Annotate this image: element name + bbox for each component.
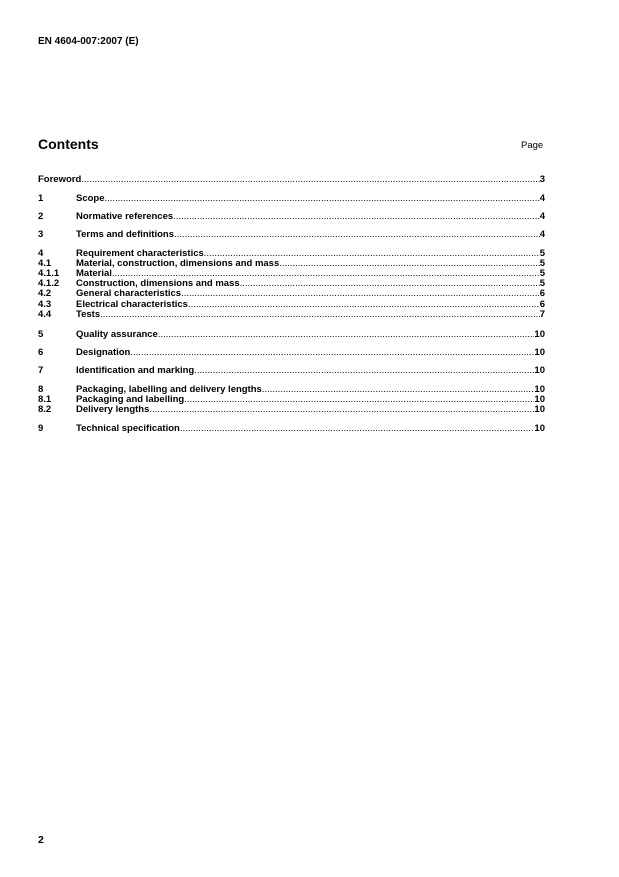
toc-number: 7 [38,365,44,376]
toc-title: Construction, dimensions and mass [76,278,240,289]
toc-page: 5 [539,248,545,259]
toc-title: Normative references [76,211,174,222]
toc-entry-4-2[interactable] [38,288,545,299]
toc-page: 10 [534,329,545,340]
toc-title: Material [76,268,112,279]
toc-entry-quality-assurance[interactable] [38,329,545,340]
toc-number: 1 [38,193,44,204]
toc-title: Packaging, labelling and delivery lengths [76,384,262,395]
toc-page: 7 [539,309,545,320]
page-column-label: Page [521,140,544,151]
toc-page: 5 [539,258,545,269]
toc-title: Packaging and labelling [76,394,185,405]
toc-leader-dots [81,174,539,185]
toc-page: 4 [539,229,545,240]
toc-number: 4.1.2 [38,278,60,289]
toc-entry-4-4[interactable] [38,309,545,320]
toc-number: 4.1 [38,258,52,269]
toc-leader-dots [100,309,540,320]
toc-title: Scope [76,193,105,204]
toc-number: 6 [38,347,44,358]
toc-title: Material, construction, dimensions and mass [76,258,280,269]
toc-title: Identification and marking [76,365,195,376]
toc-leader-dots [194,365,534,376]
toc-number: 4.1.1 [38,268,60,279]
toc-page: 4 [539,211,545,222]
toc-page: 5 [539,268,545,279]
toc-leader-dots [173,211,540,222]
toc-leader-dots [130,347,534,358]
toc-title: Designation [76,347,131,358]
toc-leader-dots [181,288,540,299]
toc-title: Electrical characteristics [76,299,188,310]
toc-number: 8.1 [38,394,52,405]
toc-page: 10 [534,384,545,395]
toc-number: 4.4 [38,309,52,320]
toc-title: Foreword [38,174,82,185]
toc-title: Requirement characteristics [76,248,204,259]
toc-page: 10 [534,394,545,405]
toc-leader-dots [174,229,540,240]
page-number: 2 [38,834,44,846]
toc-title: Technical specification [76,423,180,434]
toc-page: 4 [539,193,545,204]
toc-number: 4.3 [38,299,52,310]
toc-number: 8 [38,384,44,395]
toc-entry-identification-and-marking[interactable] [38,365,545,376]
document-header: EN 4604-007:2007 (E) [38,36,139,47]
toc-number: 8.2 [38,404,52,415]
toc-page: 10 [534,423,545,434]
toc-number: 3 [38,229,44,240]
toc-page: 5 [539,278,545,289]
toc-entry-normative-references[interactable] [38,211,545,222]
contents-title: Contents [38,136,99,152]
toc-leader-dots [105,193,540,204]
toc-title: Quality assurance [76,329,158,340]
toc-page: 6 [539,299,545,310]
toc-page: 6 [539,288,545,299]
toc-entry-technical-specification[interactable] [38,423,545,434]
toc-title: Tests [76,309,101,320]
toc-entry-foreword[interactable] [38,174,545,185]
toc-leader-dots [180,423,535,434]
toc-entry-8-2[interactable] [38,404,545,415]
toc-page: 10 [534,347,545,358]
toc-title: Terms and definitions [76,229,175,240]
toc-title: Delivery lengths [76,404,150,415]
toc-number: 4.2 [38,288,52,299]
toc-entry-terms-and-definitions[interactable] [38,229,545,240]
toc-leader-dots [149,404,534,415]
toc-page: 3 [539,174,545,185]
toc-number: 5 [38,329,44,340]
toc-entry-designation[interactable] [38,347,545,358]
toc-leader-dots [158,329,535,340]
toc-number: 4 [38,248,44,259]
toc-page: 10 [534,404,545,415]
toc-number: 9 [38,423,44,434]
toc-number: 2 [38,211,44,222]
toc-title: General characteristics [76,288,182,299]
toc-entry-scope[interactable] [38,193,545,204]
toc-page: 10 [534,365,545,376]
